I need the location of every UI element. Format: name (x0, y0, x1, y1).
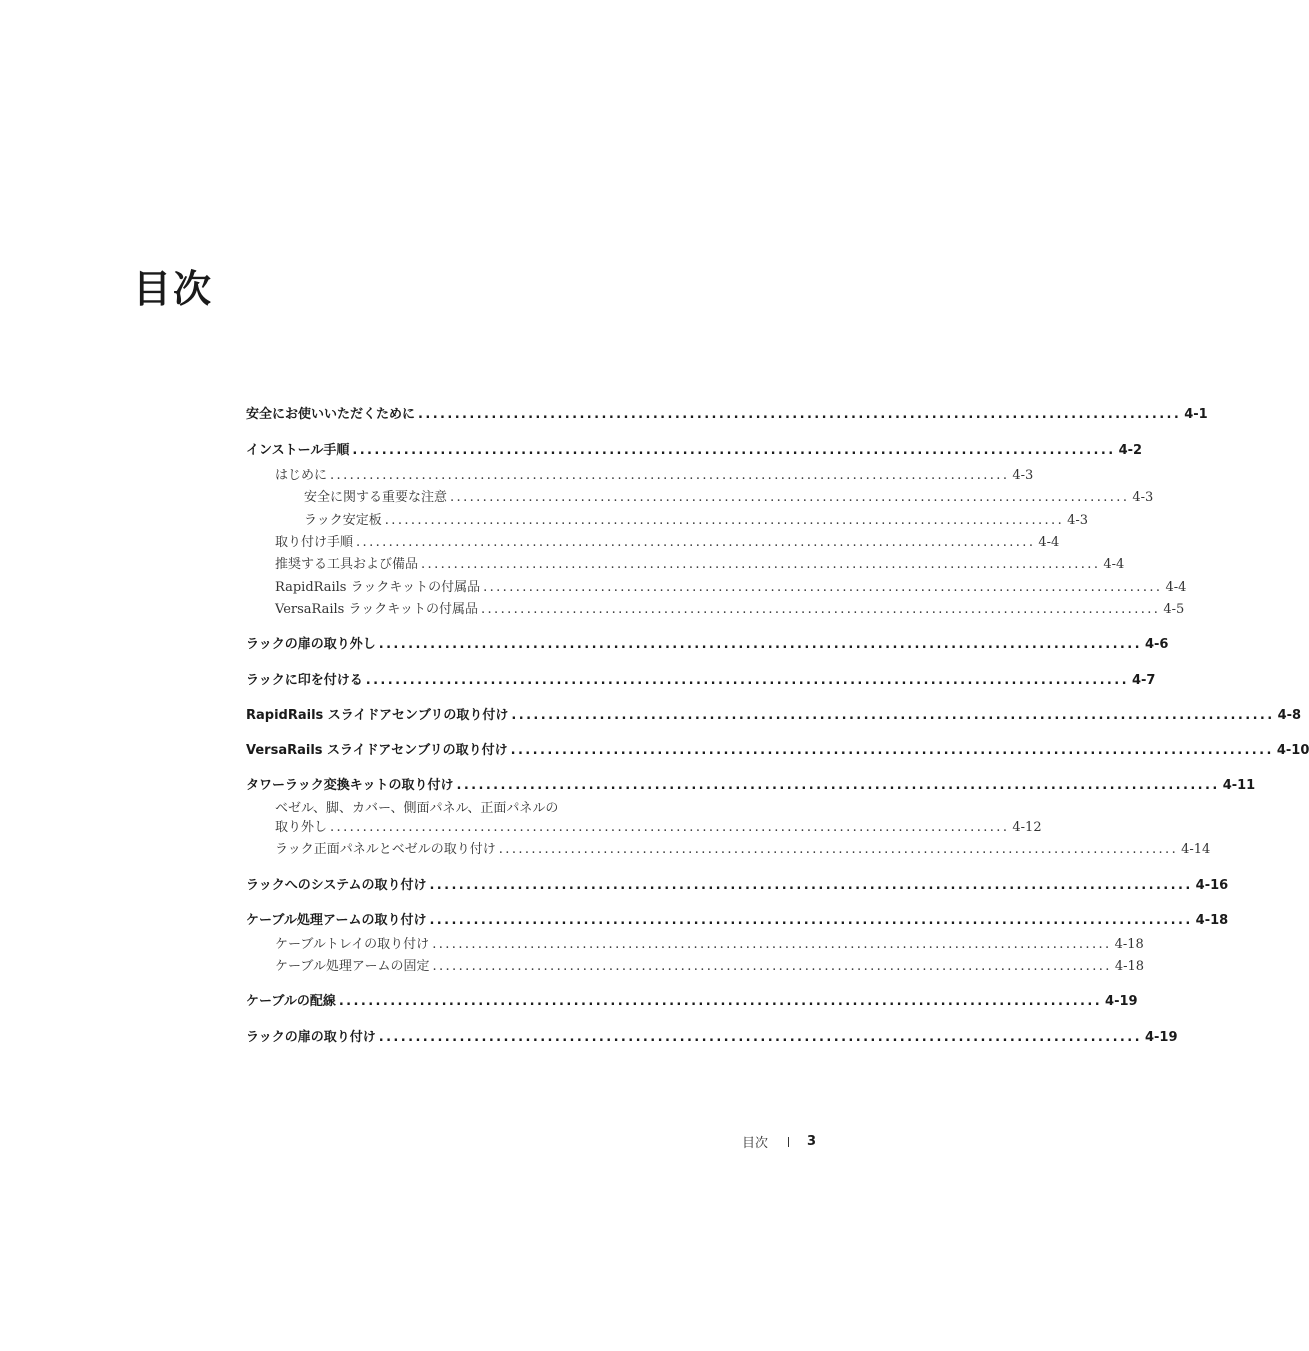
toc-entry[interactable]: ラックの扉の取り外し ........................................................................................................ 4-6 (246, 637, 1169, 652)
page-title: 目次 (133, 267, 214, 311)
footer-divider (788, 1137, 789, 1147)
toc-entry[interactable]: ラック安定板 ........................................................................................................ 4-3 (304, 513, 1089, 528)
toc-entry[interactable]: ケーブルの配線 ........................................................................................................ 4-19 (246, 994, 1138, 1009)
toc-entry[interactable]: 安全に関する重要な注意 ........................................................................................................ 4-3 (304, 490, 1154, 505)
toc-entry[interactable]: ケーブル処理アームの固定 ........................................................................................................ 4-18 (275, 959, 1145, 974)
page-footer (742, 1132, 816, 1151)
page-number: 3 (806, 1134, 816, 1149)
toc-entry[interactable]: タワーラック変換キットの取り付け ........................................................................................................ 4-11 (246, 778, 1256, 793)
toc-entry[interactable]: ラックの扉の取り付け ........................................................................................................ 4-19 (246, 1030, 1178, 1045)
toc-entry[interactable]: 安全にお使いいただくために ........................................................................................................ 4-1 (246, 407, 1208, 422)
toc-entry[interactable]: はじめに ........................................................................................................ 4-3 (275, 468, 1034, 483)
toc-entry[interactable]: ケーブル処理アームの取り付け ........................................................................................................ 4-18 (246, 913, 1229, 928)
toc-entry[interactable]: ラックに印を付ける ........................................................................................................ 4-7 (246, 673, 1156, 688)
toc-entry[interactable]: RapidRails スライドアセンブリの取り付け ........................................................................................................ 4-8 (246, 708, 1302, 723)
toc-entry[interactable]: VersaRails ラックキットの付属品 ........................................................................................................ 4-5 (275, 602, 1185, 617)
toc-entry[interactable]: RapidRails ラックキットの付属品 ........................................................................................................ 4-4 (275, 580, 1187, 595)
toc-entry-label-line1: ベゼル、脚、カバー、側面パネル、正面パネルの (275, 801, 559, 816)
toc-entry[interactable]: 取り付け手順 ........................................................................................................ 4-4 (275, 535, 1060, 550)
toc-entry[interactable]: ケーブルトレイの取り付け ........................................................................................................ 4-18 (275, 937, 1144, 952)
toc-entry[interactable]: インストール手順 ........................................................................................................ 4-2 (246, 443, 1143, 458)
toc-entry[interactable]: 推奨する工具および備品 ........................................................................................................ 4-4 (275, 557, 1125, 572)
footer-section-label: 目次 (741, 1136, 768, 1151)
toc-entry[interactable]: ラックへのシステムの取り付け ........................................................................................................ 4-16 (246, 878, 1229, 893)
toc-entry[interactable]: VersaRails スライドアセンブリの取り付け ........................................................................................................ 4-10 (246, 743, 1309, 758)
toc-entry[interactable]: 取り外し ........................................................................................................ 4-12 (275, 820, 1042, 835)
toc-entry[interactable]: ラック正面パネルとベゼルの取り付け ........................................................................................................ 4-14 (275, 842, 1211, 857)
